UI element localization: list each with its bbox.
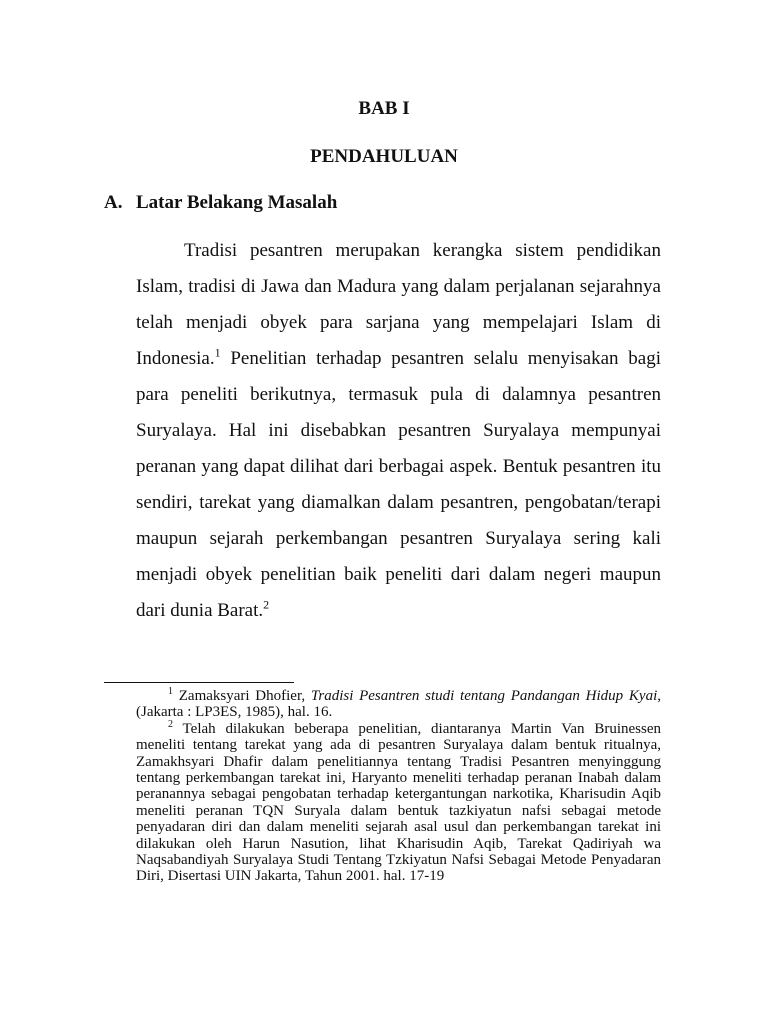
footnote-ref-2: 2 xyxy=(263,597,270,612)
section-heading xyxy=(104,192,337,214)
footnote-1 xyxy=(136,688,661,721)
footnote-2-text: Telah dilakukan beberapa penelitian, diantaranya Martin Van Bruinessen meneliti tentang tarekat yang ada di pesantren Suryalaya dalam bentuk ritualnya, Zamakhsyari Dhafir dalam penelitiannya tentang Tradisi Pesantren menyinggung tentang perkembangan tarekat ini, Haryanto meneliti terhadap peranan Inabah dalam peranannya sebagai pengobatan terhadap ketergantungan narkotika, Kharisudin Aqib meneliti peranan TQN Suryala dalam bentuk tazkiyatun nafsi sebagai metode penyadaran diri dan dalam meneliti sejarah asal usul dan perkembangan tarekat ini dilakukan oleh Harun Nasution, lihat Kharisudin Aqib, Tarekat Qadiriyah wa Naqsabandiyah Suryalaya Studi Tentang Tzkiyatun Nafsi Sebagai Metode Penyadaran Diri, Disertasi UIN Jakarta, Tahun 2001. hal. 17-19 xyxy=(136,720,661,885)
footnote-2 xyxy=(136,718,661,885)
chapter-title: PENDAHULUAN xyxy=(310,146,458,167)
section-label: A. xyxy=(104,192,123,213)
footnotes xyxy=(136,688,661,885)
footnote-1-post: , (Jakarta : LP3ES, 1985), hal. 16. xyxy=(136,688,661,721)
paragraph-text-1: Tradisi pesantren merupakan kerangka sistem pendidikan Islam, tradisi di Jawa dan Madura yang dalam perjalanan sejarahnya telah menjadi obyek para sarjana yang mempelajari Islam di Indonesia. xyxy=(136,240,661,369)
footnote-number: 1 xyxy=(168,686,173,697)
paragraph-text-2: Penelitian terhadap pesantren selalu menyisakan bagi para peneliti berikutnya, termasuk pula di dalamnya pesantren Suryalaya. Hal ini disebabkan pesantren Suryalaya mempunyai peranan yang dapat dilihat dari berbagai aspek. Bentuk pesantren itu sendiri, tarekat yang diamalkan dalam pesantren, pengobatan/terapi maupun sejarah perkembangan pesantren Suryalaya sering kali menjadi obyek penelitian baik peneliti dari dalam negeri maupun dari dunia Barat. xyxy=(136,348,661,621)
footnote-number: 2 xyxy=(168,718,173,730)
body-paragraph xyxy=(136,233,661,629)
chapter-heading: BAB I xyxy=(358,98,410,119)
footnote-divider xyxy=(104,682,294,683)
section-title: Latar Belakang Masalah xyxy=(136,192,338,213)
footnote-1-book-title: Tradisi Pesantren studi tentang Pandangan Hidup Kyai xyxy=(310,688,658,704)
footnote-ref-1: 1 xyxy=(214,345,221,360)
footnote-1-pre: Zamaksyari Dhofier, xyxy=(173,688,311,704)
